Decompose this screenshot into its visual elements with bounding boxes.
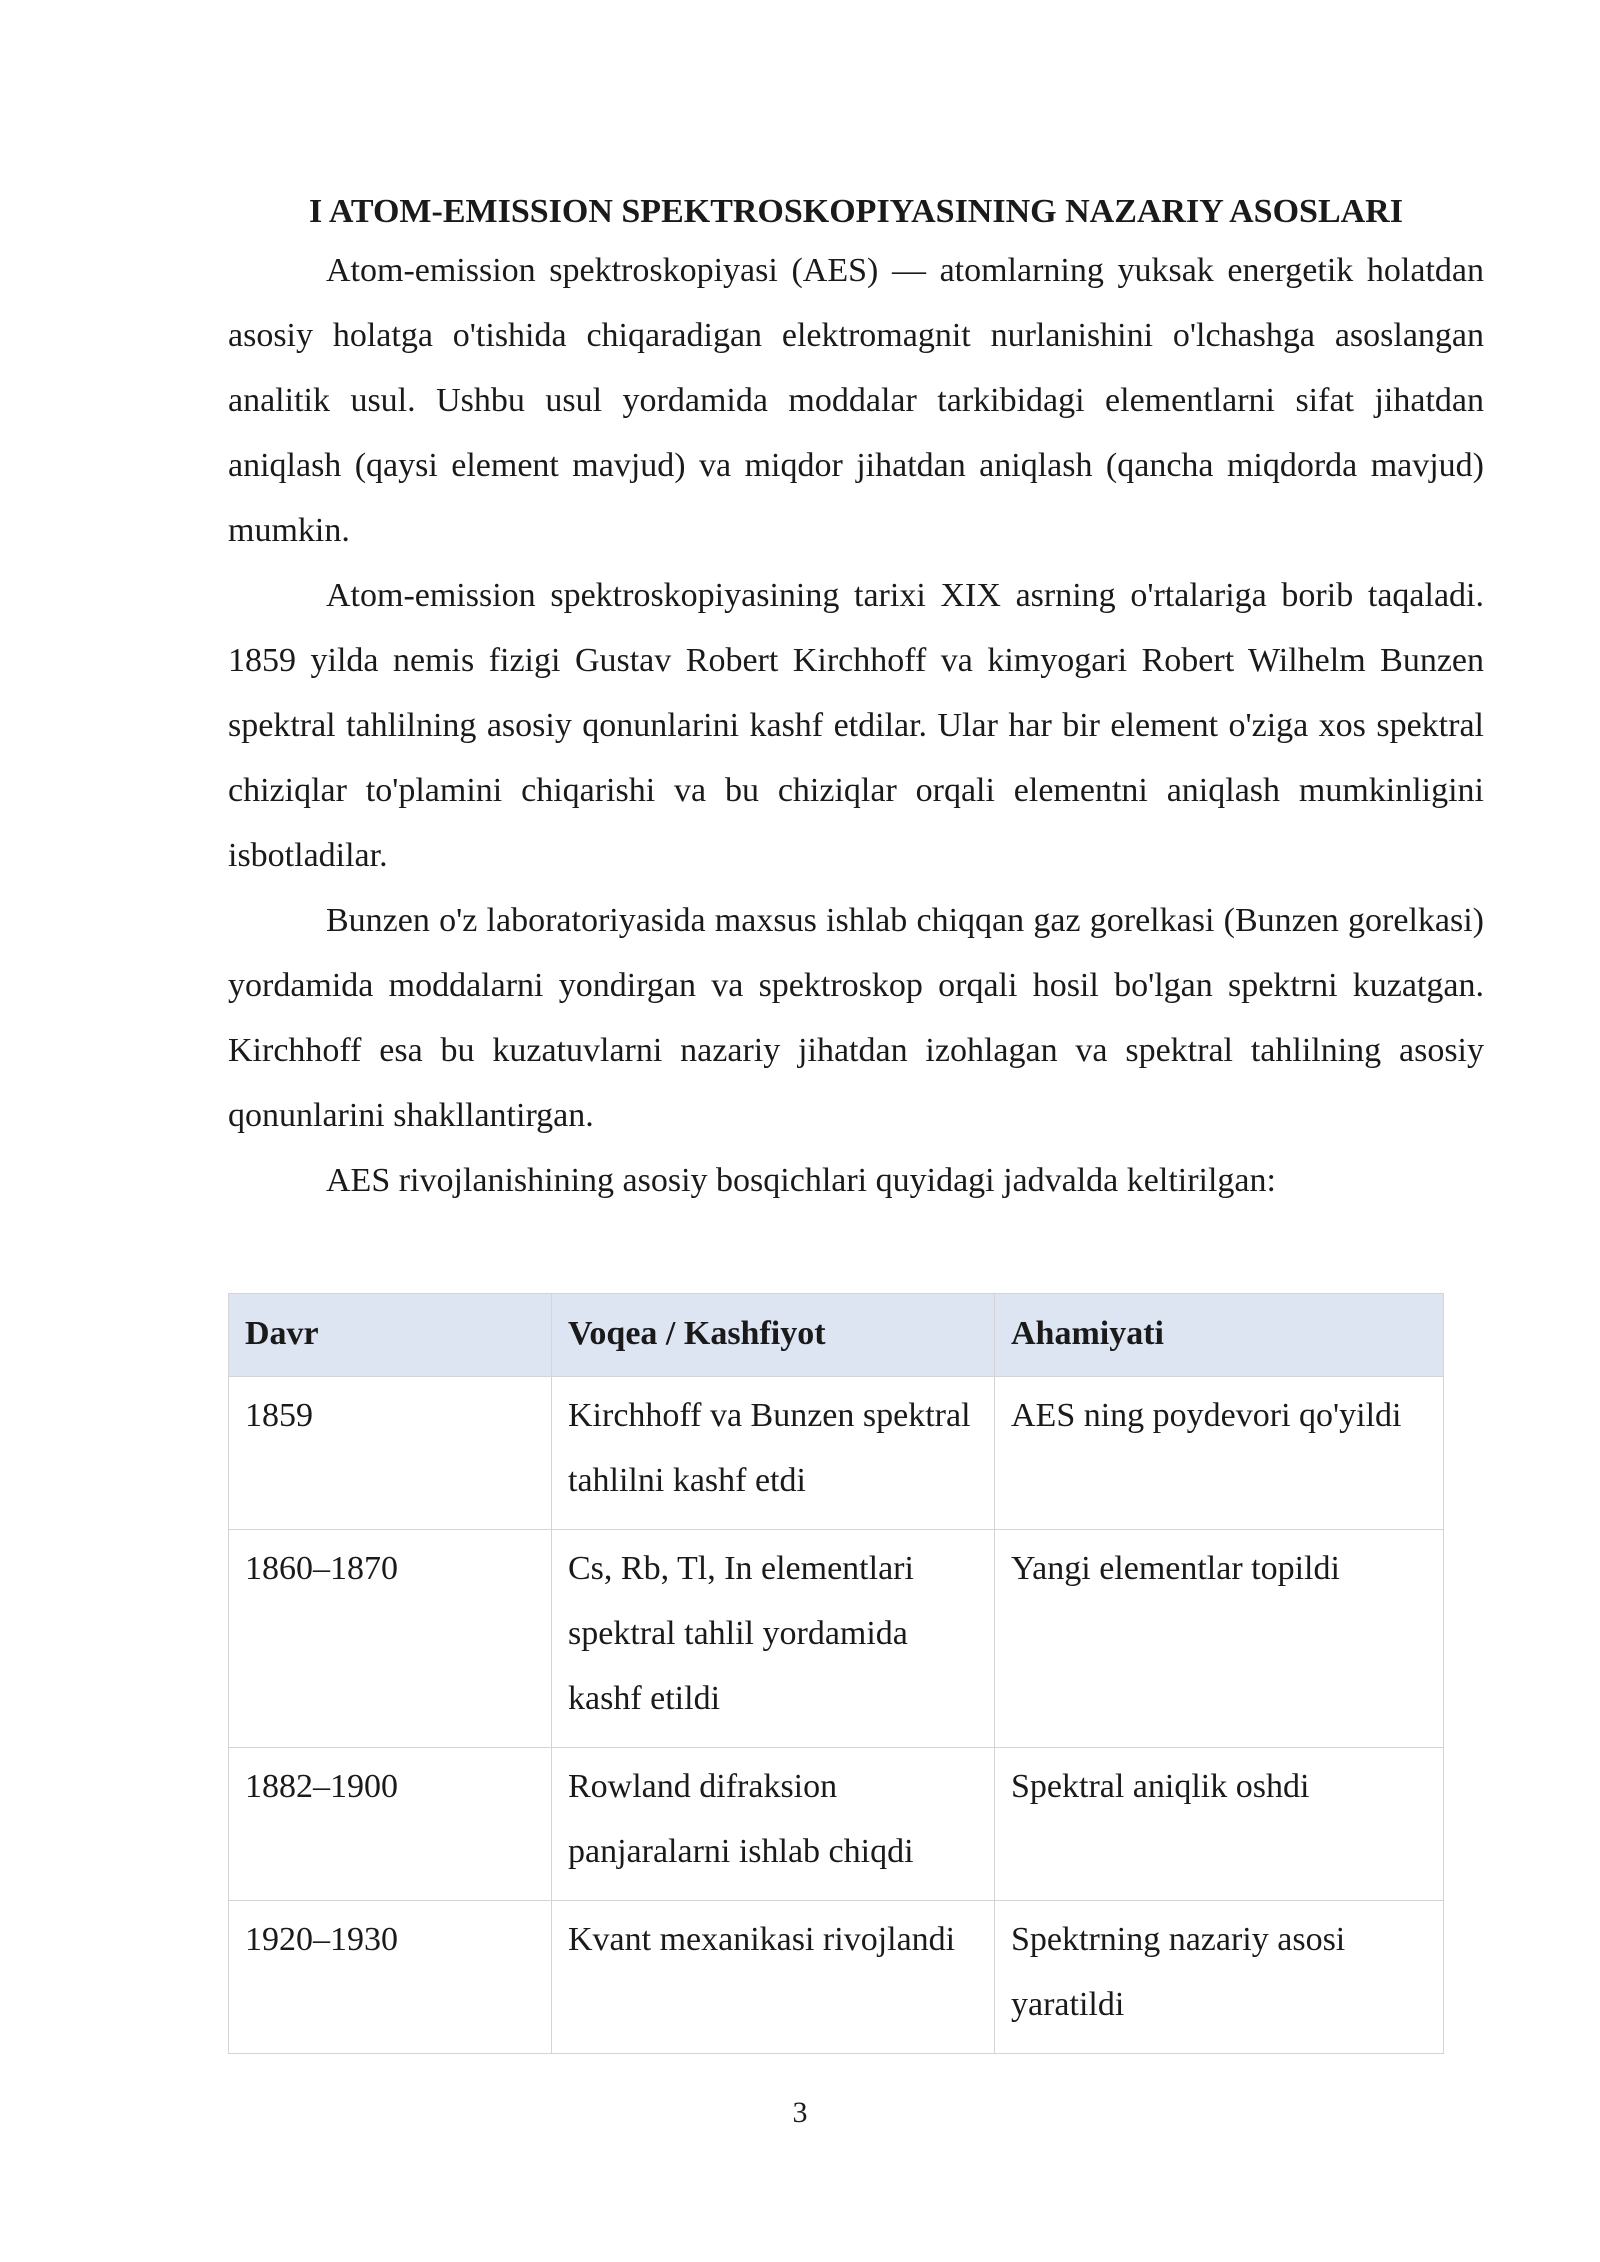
cell-event: Kvant mexanikasi rivojlandi: [552, 1901, 995, 2054]
paragraph-table-intro: AES rivojlanishining asosiy bosqichlari quyidagi jadvalda keltirilgan:: [326, 1162, 1276, 1199]
table-row: [229, 1901, 1444, 2054]
history-table: [228, 1293, 1444, 2054]
paragraph-definition: Atom-emission spektroskopiyasi (AES) — atomlarning yuksak energetik holatdan asosiy holatga o'tishida chiqaradigan elektromagnit nurlanishini o'lchashga asoslangan analitik usul. Ushbu usul yordamida moddalar tarkibidagi elementlarni sifat jihatdan aniqlash (qaysi element mavjud) va miqdor jihatdan aniqlash (qancha miqdorda mavjud) mumkin.: [228, 252, 1484, 549]
cell-event: Kirchhoff va Bunzen spektral tahlilni kashf etdi: [552, 1377, 995, 1530]
cell-significance: Spektrning nazariy asosi yaratildi: [995, 1901, 1444, 2054]
cell-period: 1920–1930: [229, 1901, 552, 2054]
table-row: [229, 1377, 1444, 1530]
header-event: Voqea / Kashfiyot: [552, 1294, 995, 1377]
history-table-wrapper: [228, 1293, 1443, 2054]
cell-period: 1882–1900: [229, 1748, 552, 1901]
cell-significance: Yangi elementlar topildi: [995, 1530, 1444, 1748]
cell-event: Rowland difraksion panjaralarni ishlab chiqdi: [552, 1748, 995, 1901]
cell-event: Cs, Rb, Tl, In elementlari spektral tahlil yordamida kashf etildi: [552, 1530, 995, 1748]
header-period: Davr: [229, 1294, 552, 1377]
table-row: [229, 1748, 1444, 1901]
paragraph-history: Atom-emission spektroskopiyasining tarixi XIX asrning o'rtalariga borib taqaladi. 1859 yilda nemis fizigi Gustav Robert Kirchhoff va kimyogari Robert Wilhelm Bunzen spektral tahlilning asosiy qonunlarini kashf etdilar. Ular har bir element o'ziga xos spektral chiziqlar to'plamini chiqarishi va bu chiziqlar orqali elementni aniqlash mumkinligini isbotladilar.: [228, 577, 1484, 874]
cell-period: 1860–1870: [229, 1530, 552, 1748]
paragraph-bunzen: Bunzen o'z laboratoriyasida maxsus ishlab chiqqan gaz gorelkasi (Bunzen gorelkasi) yordamida moddalarni yondirgan va spektroskop orqali hosil bo'lgan spektrni kuzatgan. Kirchhoff esa bu kuzatuvlarni nazariy jihatdan izohlagan va spektral tahlilning asosiy qonunlarini shakllantirgan.: [228, 902, 1484, 1134]
document-body: [228, 186, 1484, 1213]
section-heading: I ATOM-EMISSION SPEKTROSKOPIYASINING NAZARIY ASOSLARI: [309, 193, 1403, 230]
cell-significance: AES ning poydevori qo'yildi: [995, 1377, 1444, 1530]
cell-period: 1859: [229, 1377, 552, 1530]
table-row: [229, 1530, 1444, 1748]
header-significance: Ahamiyati: [995, 1294, 1444, 1377]
cell-significance: Spektral aniqlik oshdi: [995, 1748, 1444, 1901]
page-number: 3: [792, 2096, 808, 2129]
table-header-row: [229, 1294, 1444, 1377]
